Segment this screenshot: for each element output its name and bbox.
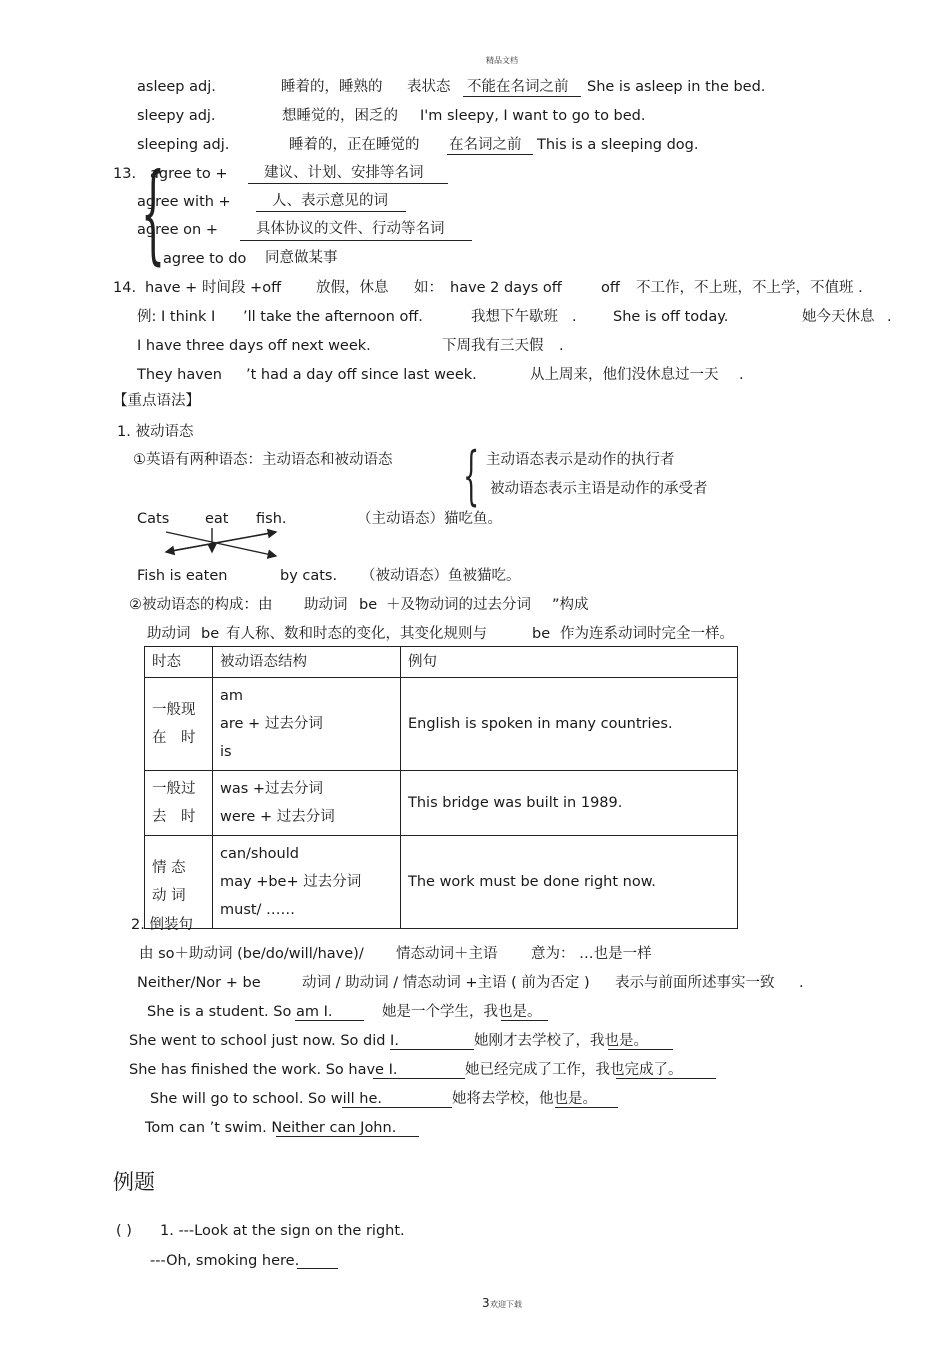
- structure-line: are + 过去分词: [220, 716, 323, 732]
- table-row: [145, 678, 738, 771]
- table-header: 例句: [401, 647, 738, 678]
- agree-phrase: agree to +: [150, 166, 228, 182]
- example-en: She is off today.: [613, 309, 729, 325]
- text-span: 情态动词＋主语: [396, 946, 498, 962]
- example-cn: 她今天休息: [802, 309, 875, 325]
- section-heading: 【重点语法】: [113, 393, 200, 409]
- table-header: 时态: [145, 647, 213, 678]
- text-span: be: [359, 597, 378, 613]
- inversion-example: Tom can ’t swim. Neither can John.: [145, 1120, 397, 1136]
- table-row: [145, 771, 738, 836]
- active-note: （主动语态）猫吃鱼。: [357, 511, 502, 527]
- examples-title: 例题: [113, 1170, 155, 1194]
- vocab-note: 表状态: [407, 79, 451, 95]
- blank-line: [616, 1078, 716, 1079]
- blank-line: [373, 1078, 465, 1079]
- example-en: I have three days off next week.: [137, 338, 371, 354]
- period: .: [799, 975, 804, 991]
- period: .: [887, 309, 892, 325]
- text-span: 意为： …也是一样: [531, 946, 652, 962]
- inversion-example: She went to school just now. So did I.: [129, 1033, 399, 1049]
- vocab-meaning: 睡着的，睡熟的: [281, 79, 383, 95]
- blank-line: [240, 240, 472, 241]
- blank-line: [608, 1049, 673, 1050]
- blank-line: [342, 1107, 452, 1108]
- eg-label: 如：: [414, 280, 443, 296]
- table-row: [145, 836, 738, 929]
- header-note: 精品文档: [486, 56, 518, 65]
- passive-intro: ①英语有两种语态：主动语态和被动语态: [133, 452, 393, 468]
- by-cats: by cats.: [280, 568, 338, 584]
- table-header-row: [145, 647, 738, 678]
- vocab-example: This is a sleeping dog.: [537, 137, 699, 153]
- vocab-example: I'm sleepy, I want to go to bed.: [420, 108, 646, 124]
- off-word: off: [601, 280, 620, 296]
- example-cn: 下周我有三天假: [442, 338, 544, 354]
- item-number: 14.: [113, 280, 137, 296]
- inversion-title: 2. 倒装句: [131, 917, 193, 933]
- vocab-meaning: 想睡觉的，困乏的: [282, 108, 398, 124]
- example-cell: The work must be done right now.: [401, 836, 738, 929]
- tense-line: 在 时: [152, 730, 196, 746]
- structure-line: were + 过去分词: [220, 809, 335, 825]
- vocab-blank: 不能在名词之前: [467, 79, 569, 95]
- vocab-word: sleeping adj.: [137, 137, 230, 153]
- blank-line: [297, 1268, 338, 1269]
- text-span: 由 so＋助动词 (be/do/will/have)/: [139, 946, 364, 962]
- table-header: 被动语态结构: [213, 647, 401, 678]
- agree-blank: 具体协议的文件、行动等名词: [256, 221, 445, 237]
- inversion-example: She has finished the work. So have I.: [129, 1062, 398, 1078]
- agree-blank: 人、表示意见的词: [272, 193, 388, 209]
- structure-line: am: [220, 688, 244, 704]
- agree-phrase: agree with +: [137, 194, 231, 210]
- vocab-meaning: 睡着的，正在睡觉的: [289, 137, 420, 153]
- blank-line: [248, 183, 448, 184]
- inversion-cn: 她将去学校，他也是。: [452, 1091, 597, 1107]
- text-span: be: [201, 626, 220, 642]
- inversion-example: She is a student. So am I.: [147, 1004, 333, 1020]
- example-cn: 我想下午歇班: [471, 309, 558, 325]
- item-number: 13.: [113, 166, 137, 182]
- passive-formation: ②被动语态的构成：由: [129, 597, 273, 613]
- period: .: [559, 338, 564, 354]
- agree-blank: 同意做某事: [265, 250, 338, 266]
- vocab-word: asleep adj.: [137, 79, 216, 95]
- example-lead: 例: I think I: [137, 309, 216, 325]
- text-span: be: [532, 626, 551, 642]
- inversion-cn: 她刚才去学校了，我也是。: [474, 1033, 648, 1049]
- word-cats: Cats: [137, 511, 170, 527]
- tense-line: 动 词: [152, 888, 186, 904]
- passive-def: 被动语态表示主语是动作的承受者: [490, 481, 708, 497]
- structure-line: can/should: [220, 846, 299, 862]
- answer-paren[interactable]: ( ): [116, 1223, 132, 1239]
- text-span: ＋及物动词的过去分词: [386, 597, 531, 613]
- example-cell: English is spoken in many countries.: [401, 678, 738, 771]
- text-span: Neither/Nor + be: [137, 975, 261, 991]
- vocab-blank: 在名词之前: [449, 137, 522, 153]
- fish-is-eaten: Fish is eaten: [137, 568, 228, 584]
- structure-cell: [213, 836, 401, 929]
- blank-line: [555, 1107, 618, 1108]
- example-rest: ’t had a day off since last week.: [246, 367, 477, 383]
- blank-line: [256, 211, 406, 212]
- example-lead: They haven: [137, 367, 222, 383]
- blank-line: [390, 1049, 474, 1050]
- text-span: 助动词: [304, 597, 348, 613]
- brace: {: [463, 439, 480, 513]
- agree-blank: 建议、计划、安排等名词: [264, 165, 424, 181]
- brace: {: [141, 151, 166, 276]
- blank-line: [276, 1136, 419, 1137]
- off-meaning: 不工作，不上班，不上学，不值班 .: [636, 280, 863, 296]
- text-span: 动词 / 助动词 / 情态动词 +主语 ( 前为否定 ): [302, 975, 590, 991]
- blank-line: [447, 154, 533, 155]
- question-text: 1. ---Look at the sign on the right.: [160, 1223, 405, 1239]
- tense-cell: [145, 771, 213, 836]
- structure-line: was +过去分词: [220, 781, 324, 797]
- cross-arrows-diagram: [160, 526, 284, 562]
- passive-note: （被动语态）鱼被猫吃。: [361, 568, 521, 584]
- period: .: [572, 309, 577, 325]
- inversion-example: She will go to school. So will he.: [150, 1091, 382, 1107]
- formula: have + 时间段 +off: [145, 280, 282, 296]
- tense-line: 一般过: [152, 781, 196, 797]
- text-span: 作为连系动词时完全一样。: [560, 626, 734, 642]
- text-span: 表示与前面所述事实一致: [615, 975, 775, 991]
- structure-cell: [213, 771, 401, 836]
- text-span: ”构成: [552, 597, 589, 613]
- structure-line: is: [220, 744, 232, 760]
- tense-line: 一般现: [152, 702, 196, 718]
- footer-note: 欢迎下载: [490, 1300, 522, 1309]
- text-span: 有人称、数和时态的变化，其变化规则与: [226, 626, 487, 642]
- tense-cell: [145, 836, 213, 929]
- example-rest: ’ll take the afternoon off.: [243, 309, 423, 325]
- blank-line: [501, 1020, 548, 1021]
- blank-line: [463, 96, 581, 97]
- page-number: 3: [482, 1296, 490, 1310]
- word-eat: eat: [205, 511, 229, 527]
- structure-cell: [213, 678, 401, 771]
- structure-line: must/ ……: [220, 902, 296, 918]
- passive-voice-table: [144, 646, 738, 929]
- word-fish: fish.: [256, 511, 287, 527]
- inversion-cn: 她是一个学生，我也是。: [382, 1004, 542, 1020]
- tense-line: 情 态: [152, 860, 186, 876]
- vocab-example: She is asleep in the bed.: [587, 79, 766, 95]
- question-answer-line: ---Oh, smoking here.: [150, 1253, 300, 1269]
- blank-line: [295, 1020, 364, 1021]
- active-def: 主动语态表示是动作的执行者: [486, 452, 675, 468]
- period: .: [739, 367, 744, 383]
- eg-text: have 2 days off: [450, 280, 562, 296]
- vocab-word: sleepy adj.: [137, 108, 216, 124]
- agree-phrase: agree on +: [137, 222, 219, 238]
- formula-meaning: 放假，休息: [316, 280, 389, 296]
- passive-title: 1. 被动语态: [117, 424, 194, 440]
- tense-line: 去 时: [152, 809, 196, 825]
- structure-line: may +be+ 过去分词: [220, 874, 362, 890]
- inversion-cn: 她已经完成了工作，我也完成了。: [465, 1062, 683, 1078]
- text-span: 助动词: [147, 626, 191, 642]
- example-cn: 从上周来，他们没休息过一天: [530, 367, 719, 383]
- tense-cell: [145, 678, 213, 771]
- example-cell: This bridge was built in 1989.: [401, 771, 738, 836]
- agree-phrase: agree to do: [163, 251, 247, 267]
